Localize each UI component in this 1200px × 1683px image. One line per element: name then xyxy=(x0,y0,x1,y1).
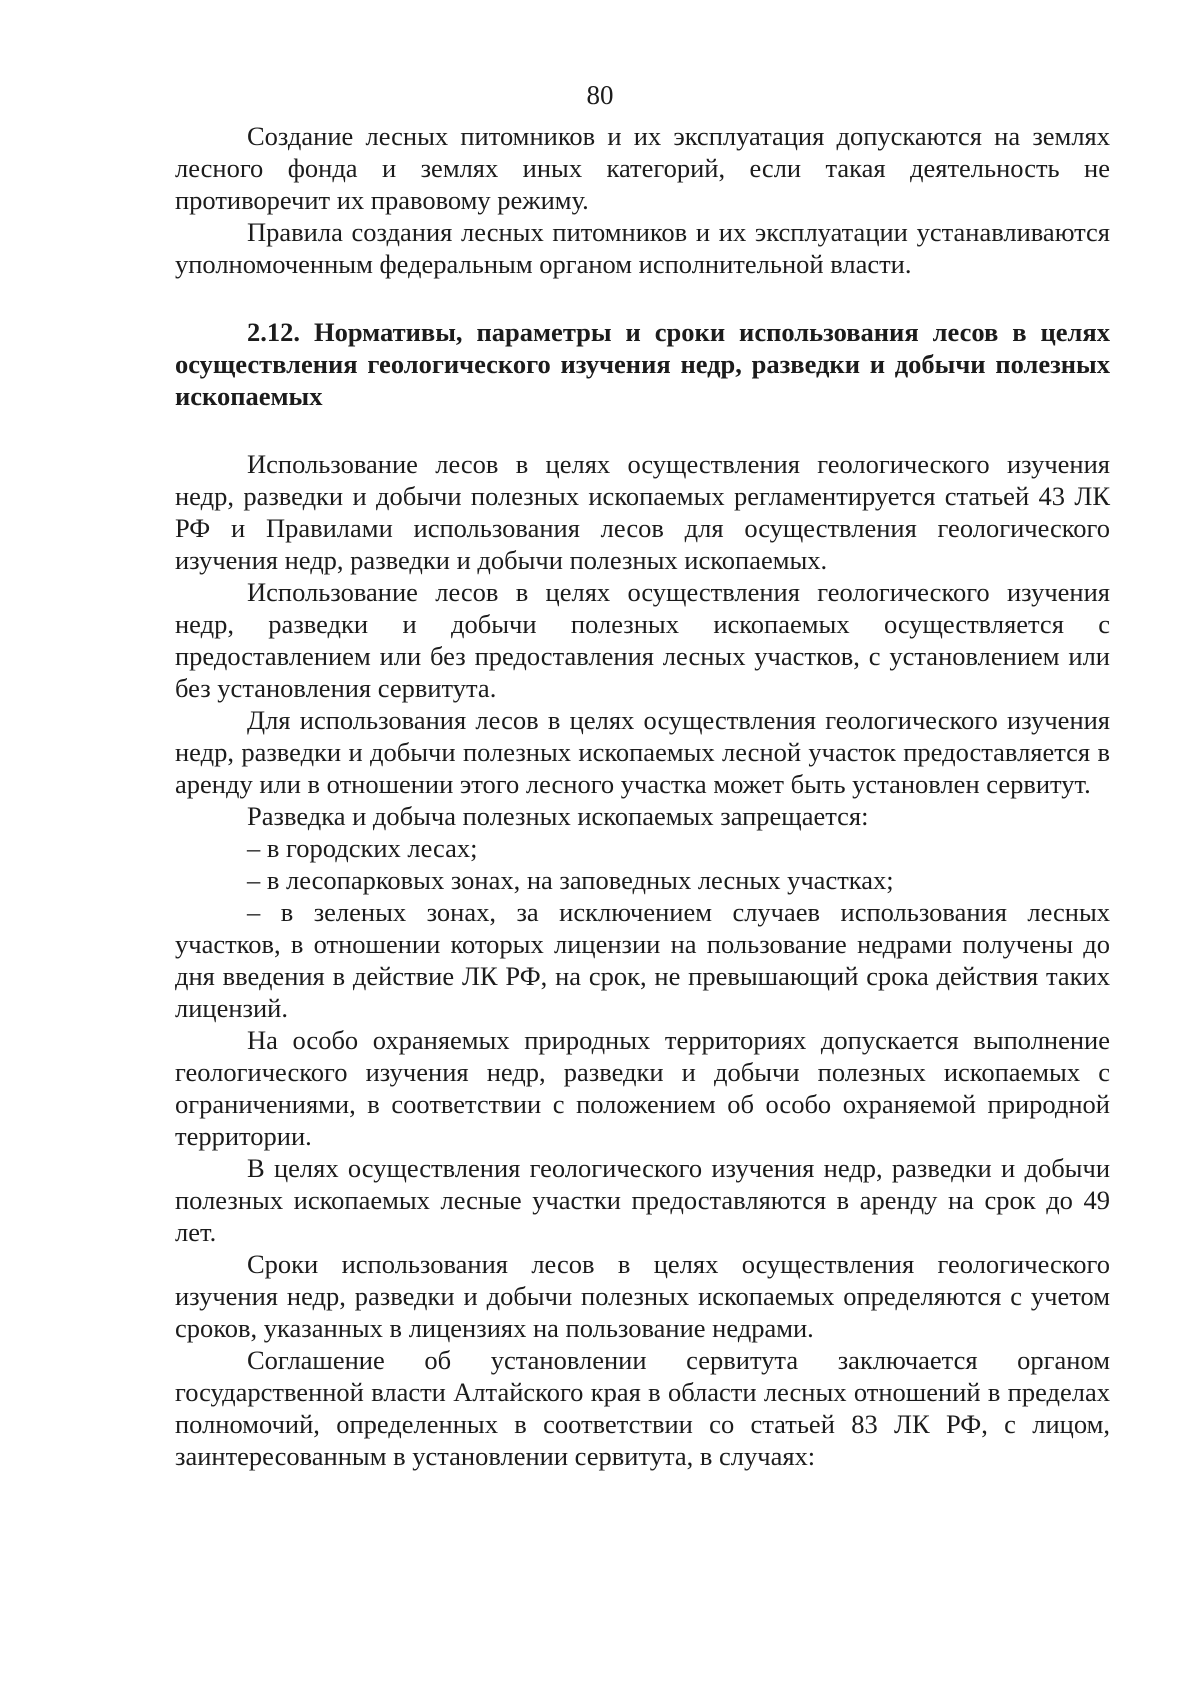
list-item-city-forests: – в городских лесах; xyxy=(247,833,478,863)
paragraph-protected-territories: На особо охраняемых природных территориях допускается выполнение геологического изучения недр, разведки и добычи полезных ископаемых с ограничениями, в соответствии с положением об особо охраняемой природной территории. xyxy=(175,1025,1110,1151)
paragraph-usage-modes: Использование лесов в целях осуществления геологического изучения недр, разведки и добычи полезных ископаемых осуществляется с предоставлением или без предоставления лесных участков, с установлением или без установления сервитута. xyxy=(175,577,1110,703)
paragraph-servitude-agreement: Соглашение об установлении сервитута заключается органом государственной власти Алтайского края в области лесных отношений в пределах полномочий, определенных в соответствии со статьей 83 ЛК РФ, с лицом, заинтересованным в установлении сервитута, в случаях: xyxy=(175,1345,1110,1471)
list-item-green-zones: – в зеленых зонах, за исключением случаев использования лесных участков, в отношении которых лицензии на пользование недрами получены до дня введения в действие ЛК РФ, на срок, не превышающий срока действия таких лицензий. xyxy=(175,897,1110,1023)
paragraph-prohibition-intro: Разведка и добыча полезных ископаемых запрещается: xyxy=(247,801,869,831)
paragraph-lease-servitude: Для использования лесов в целях осуществления геологического изучения недр, разведки и добычи полезных ископаемых лесной участок предоставляется в аренду или в отношении этого лесного участка может быть установлен сервитут. xyxy=(175,705,1110,799)
page-number: 80 xyxy=(586,80,614,110)
paragraph-nurseries-rules: Правила создания лесных питомников и их эксплуатации устанавливаются уполномоченным федеральным органом исполнительной власти. xyxy=(175,217,1110,279)
list-item-forest-park-zones: – в лесопарковых зонах, на заповедных лесных участках; xyxy=(247,865,894,895)
paragraph-lease-term: В целях осуществления геологического изучения недр, разведки и добычи полезных ископаемых лесные участки предоставляются в аренду на срок до 49 лет. xyxy=(175,1153,1110,1247)
document-body xyxy=(175,120,1110,1472)
paragraph-usage-terms: Сроки использования лесов в целях осуществления геологического изучения недр, разведки и добычи полезных ископаемых определяются с учетом сроков, указанных в лицензиях на пользование недрами. xyxy=(175,1249,1110,1343)
paragraph-nurseries-creation: Создание лесных питомников и их эксплуатация допускаются на землях лесного фонда и землях иных категорий, если такая деятельность не противоречит их правовому режиму. xyxy=(175,121,1110,215)
paragraph-regulation: Использование лесов в целях осуществления геологического изучения недр, разведки и добычи полезных ископаемых регламентируется статьей 43 ЛК РФ и Правилами использования лесов для осуществления геологического изучения недр, разведки и добычи полезных ископаемых. xyxy=(175,449,1110,575)
section-heading: 2.12. Нормативы, параметры и сроки использования лесов в целях осуществления геологического изучения недр, разведки и добычи полезных ископаемых xyxy=(175,317,1110,411)
